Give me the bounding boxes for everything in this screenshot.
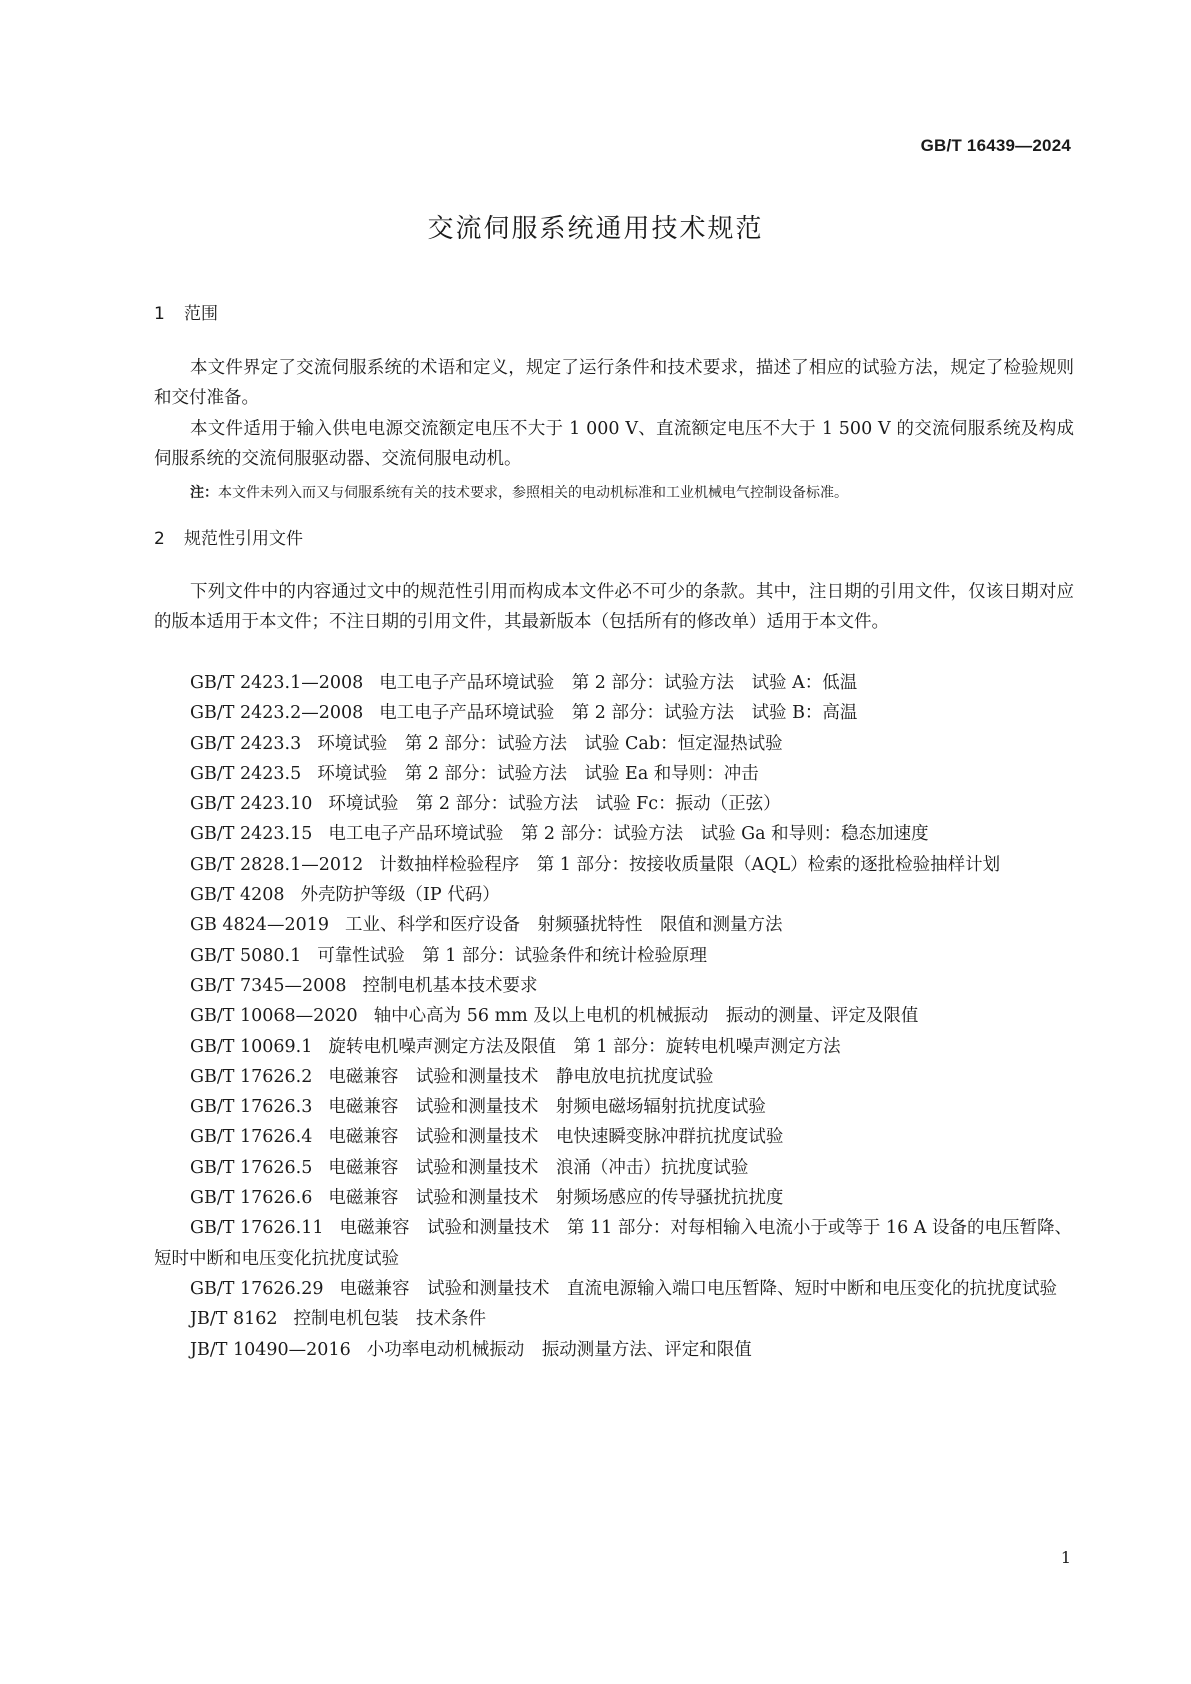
section-1-body — [154, 353, 1074, 506]
reference-code: GB/T 17626.6 — [190, 1188, 313, 1209]
reference-code: GB/T 2423.10 — [190, 794, 313, 815]
reference-code: GB/T 17626.11 — [190, 1218, 324, 1239]
section-2-intro: 下列文件中的内容通过文中的规范性引用而构成本文件必不可少的条款。其中，注日期的引用文件，仅该日期对应的版本适用于本文件；不注日期的引用文件，其最新版本（包括所有的修改单）适用于本文件。 — [154, 582, 1074, 633]
reference-code: GB/T 17626.5 — [190, 1157, 313, 1178]
reference-title: 电磁兼容 试验和测量技术 静电放电抗扰度试验 — [328, 1066, 714, 1087]
reference-title: 小功率电动机械振动 振动测量方法、评定和限值 — [366, 1339, 752, 1360]
reference-code: GB/T 17626.29 — [190, 1278, 324, 1299]
reference-list — [154, 668, 1074, 1365]
reference-item — [154, 819, 1074, 849]
reference-item — [154, 789, 1074, 819]
reference-item — [154, 1274, 1074, 1304]
reference-code: GB/T 2423.5 — [190, 763, 302, 784]
reference-title: 环境试验 第 2 部分：试验方法 试验 Cab：恒定湿热试验 — [317, 733, 783, 754]
reference-code: GB/T 17626.2 — [190, 1066, 313, 1087]
section-2-heading — [154, 524, 303, 549]
reference-code: GB/T 2423.15 — [190, 824, 313, 845]
note-label: 注： — [190, 485, 218, 502]
reference-code: GB/T 10068—2020 — [190, 1006, 358, 1027]
reference-code: GB/T 10069.1 — [190, 1036, 313, 1057]
reference-title: 外壳防护等级（IP 代码） — [300, 885, 500, 906]
document-title: 交流伺服系统通用技术规范 — [427, 214, 764, 244]
reference-title: 电磁兼容 试验和测量技术 射频电磁场辐射抗扰度试验 — [328, 1097, 766, 1118]
reference-title: 电磁兼容 试验和测量技术 第 11 部分：对每相输入电流小于或等于 16 A 设备的电压暂降、短时中断和电压变化抗扰度试验 — [154, 1218, 1072, 1269]
reference-code: GB/T 2423.1—2008 — [190, 673, 364, 693]
section-1-paragraph-1: 本文件界定了交流伺服系统的术语和定义，规定了运行条件和技术要求，描述了相应的试验方法，规定了检验规则和交付准备。 — [154, 358, 1074, 409]
reference-title: 电工电子产品环境试验 第 2 部分：试验方法 试验 Ga 和导则：稳态加速度 — [328, 824, 929, 845]
reference-item — [154, 1183, 1074, 1213]
reference-item — [154, 698, 1074, 728]
reference-title: 电磁兼容 试验和测量技术 浪涌（冲击）抗扰度试验 — [328, 1157, 749, 1178]
reference-code: JB/T 8162 — [190, 1309, 278, 1330]
reference-item — [154, 1122, 1074, 1152]
section-2-number: 2 — [154, 529, 165, 549]
note-text: 本文件未列入而又与伺服系统有关的技术要求，参照相关的电动机标准和工业机械电气控制设备标准。 — [218, 485, 848, 502]
reference-item — [154, 1304, 1074, 1334]
section-1-number: 1 — [154, 304, 165, 324]
reference-item — [154, 1062, 1074, 1092]
reference-title: 电工电子产品环境试验 第 2 部分：试验方法 试验 A：低温 — [379, 673, 858, 693]
section-1-note — [154, 480, 1074, 506]
reference-item — [154, 1213, 1074, 1274]
reference-code: GB/T 2423.3 — [190, 733, 302, 754]
reference-title: 电磁兼容 试验和测量技术 射频场感应的传导骚扰抗扰度 — [328, 1188, 784, 1209]
section-1-heading — [154, 299, 218, 324]
reference-title: 旋转电机噪声测定方法及限值 第 1 部分：旋转电机噪声测定方法 — [328, 1036, 841, 1057]
reference-title: 电磁兼容 试验和测量技术 电快速瞬变脉冲群抗扰度试验 — [328, 1127, 784, 1148]
standard-code: GB/T 16439—2024 — [920, 136, 1071, 155]
section-2-title: 规范性引用文件 — [184, 529, 303, 549]
reference-item — [154, 880, 1074, 910]
reference-item — [154, 971, 1074, 1001]
reference-code: GB/T 2828.1—2012 — [190, 854, 364, 875]
section-1-paragraph-2: 本文件适用于输入供电电源交流额定电压不大于 1 000 V、直流额定电压不大于 1 500 V 的交流伺服系统及构成伺服系统的交流伺服驱动器、交流伺服电动机。 — [154, 418, 1074, 469]
reference-code: GB/T 17626.3 — [190, 1097, 313, 1118]
reference-code: GB/T 7345—2008 — [190, 975, 347, 996]
section-1-title: 范围 — [184, 304, 218, 324]
reference-item — [154, 1092, 1074, 1122]
reference-title: 环境试验 第 2 部分：试验方法 试验 Fc：振动（正弦） — [328, 794, 781, 815]
reference-item — [154, 850, 1074, 880]
reference-title: 控制电机基本技术要求 — [362, 975, 538, 996]
reference-code: GB/T 4208 — [190, 885, 285, 906]
reference-code: GB/T 17626.4 — [190, 1127, 313, 1148]
reference-item — [154, 910, 1074, 940]
reference-item — [154, 759, 1074, 789]
reference-title: 可靠性试验 第 1 部分：试验条件和统计检验原理 — [317, 945, 707, 966]
reference-code: GB/T 2423.2—2008 — [190, 703, 364, 724]
page-number: 1 — [1060, 1548, 1071, 1567]
reference-item — [154, 1001, 1074, 1031]
reference-title: 电磁兼容 试验和测量技术 直流电源输入端口电压暂降、短时中断和电压变化的抗扰度试验 — [339, 1278, 1057, 1299]
reference-item — [154, 729, 1074, 759]
reference-code: GB/T 5080.1 — [190, 945, 302, 966]
reference-item — [154, 1032, 1074, 1062]
reference-title: 环境试验 第 2 部分：试验方法 试验 Ea 和导则：冲击 — [317, 763, 759, 784]
reference-code: JB/T 10490—2016 — [190, 1339, 351, 1360]
reference-item — [154, 1335, 1074, 1365]
reference-title: 控制电机包装 技术条件 — [293, 1309, 487, 1330]
reference-item — [154, 1153, 1074, 1183]
reference-item — [154, 941, 1074, 971]
reference-code: GB 4824—2019 — [190, 915, 329, 936]
reference-title: 工业、科学和医疗设备 射频骚扰特性 限值和测量方法 — [344, 915, 783, 936]
reference-title: 电工电子产品环境试验 第 2 部分：试验方法 试验 B：高温 — [379, 703, 858, 724]
reference-title: 计数抽样检验程序 第 1 部分：按接收质量限（AQL）检索的逐批检验抽样计划 — [379, 854, 1001, 875]
reference-title: 轴中心高为 56 mm 及以上电机的机械振动 振动的测量、评定及限值 — [373, 1006, 919, 1027]
section-2-intro-block — [154, 577, 1074, 638]
reference-item — [154, 668, 1074, 698]
